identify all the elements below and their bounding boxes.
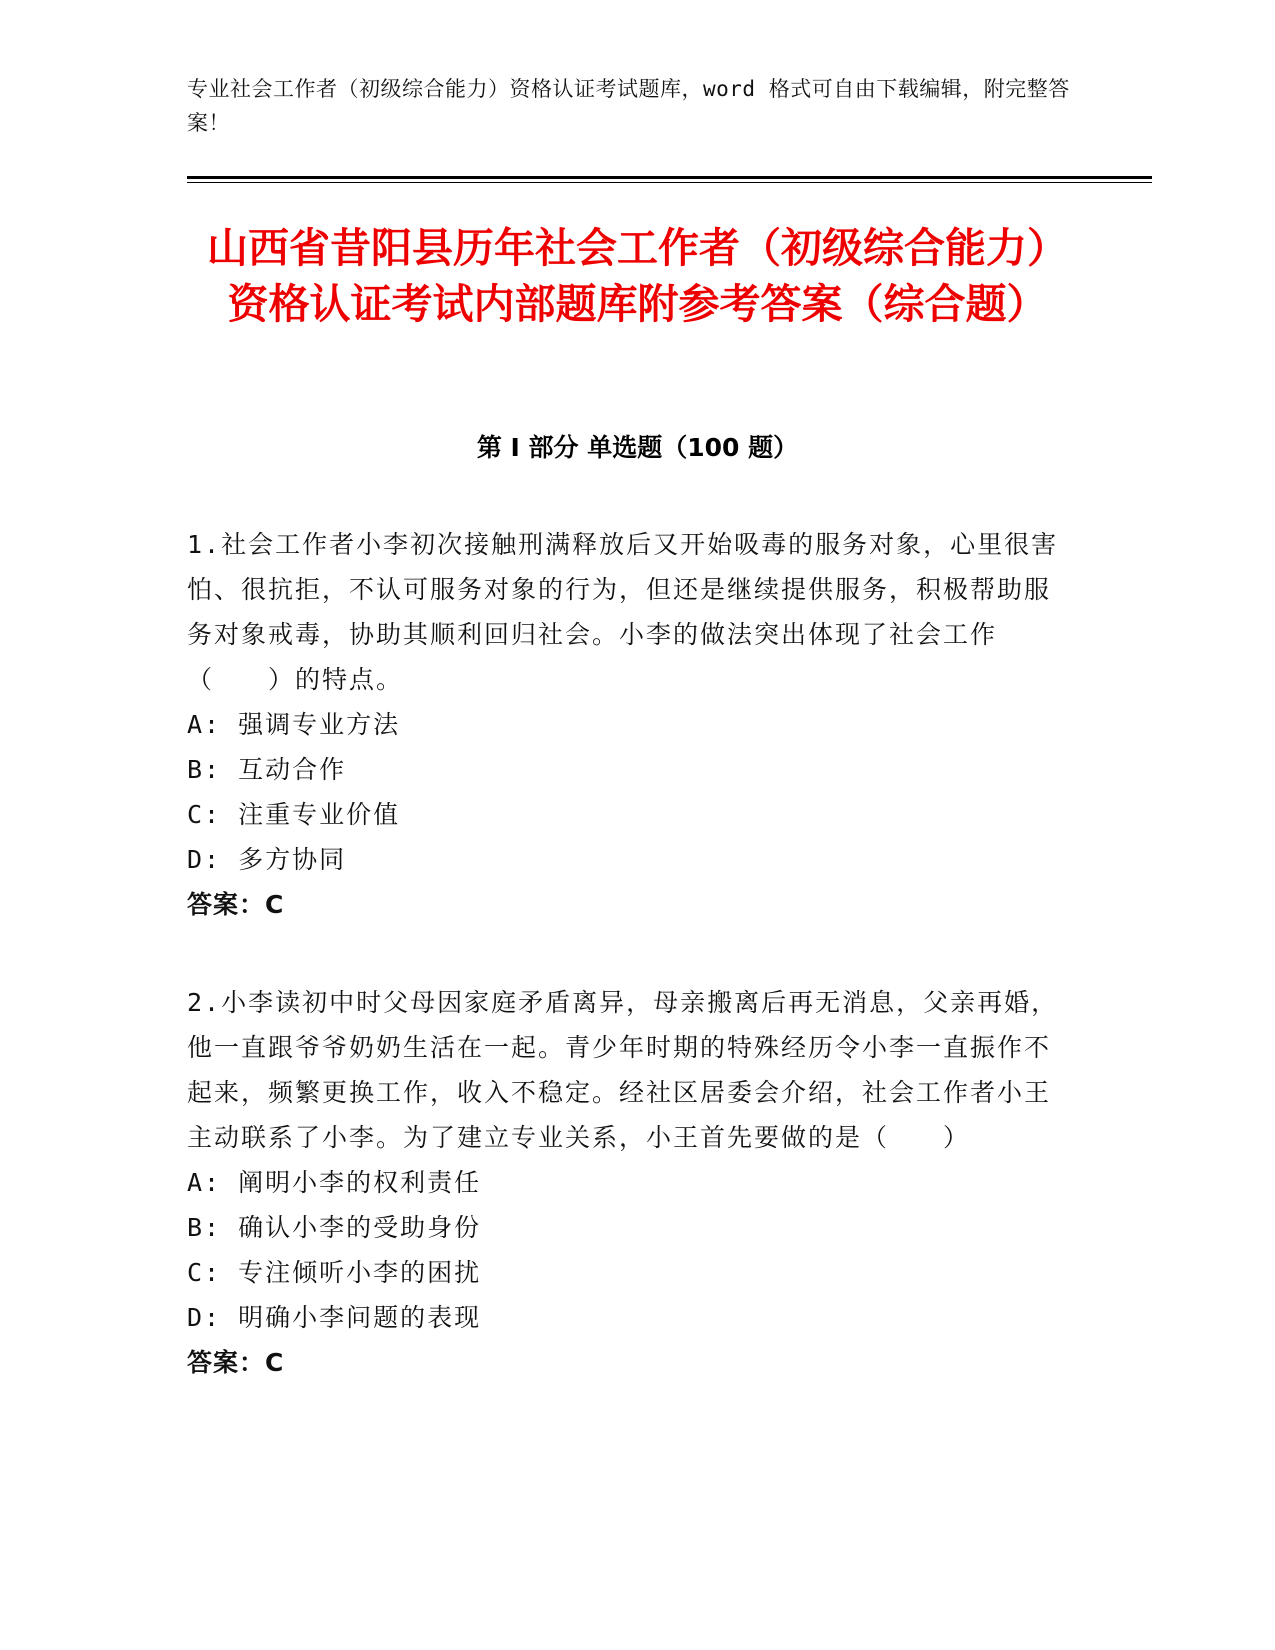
header-divider-thick bbox=[187, 176, 1152, 179]
header-note: 专业社会工作者（初级综合能力）资格认证考试题库，word 格式可自由下载编辑，附完整答案！ bbox=[187, 77, 1070, 135]
question-2 bbox=[187, 980, 1067, 1385]
option-d: D: 多方协同 bbox=[187, 845, 347, 874]
option-c: C: 注重专业价值 bbox=[187, 800, 401, 829]
section-title: 第 I 部分 单选题（100 题） bbox=[476, 433, 799, 462]
document-title: 山西省昔阳县历年社会工作者（初级综合能力）资格认证考试内部题库附参考答案（综合题） bbox=[207, 224, 1068, 328]
option-a: A: 阐明小李的权利责任 bbox=[187, 1168, 482, 1197]
question-stem: 1.社会工作者小李初次接触刑满释放后又开始吸毒的服务对象，心里很害怕、很抗拒，不认可服务对象的行为，但还是继续提供服务，积极帮助服务对象戒毒，协助其顺利回归社会。小李的做法突出体现了社会工作（ ）的特点。 bbox=[187, 530, 1059, 694]
question-stem: 2.小李读初中时父母因家庭矛盾离异，母亲搬离后再无消息，父亲再婚，他一直跟爷爷奶奶生活在一起。青少年时期的特殊经历令小李一直振作不起来，频繁更换工作，收入不稳定。经社区居委会介绍，社会工作者小王主动联系了小李。为了建立专业关系，小王首先要做的是（ ） bbox=[187, 988, 1059, 1152]
option-b: B: 互动合作 bbox=[187, 755, 347, 784]
option-d: D: 明确小李问题的表现 bbox=[187, 1303, 482, 1332]
option-b: B: 确认小李的受助身份 bbox=[187, 1213, 482, 1242]
answer-text: 答案：C bbox=[187, 890, 285, 919]
question-1 bbox=[187, 522, 1067, 927]
answer-text: 答案：C bbox=[187, 1348, 285, 1377]
option-a: A: 强调专业方法 bbox=[187, 710, 401, 739]
option-c: C: 专注倾听小李的困扰 bbox=[187, 1258, 482, 1287]
header-divider-thin bbox=[187, 182, 1152, 183]
